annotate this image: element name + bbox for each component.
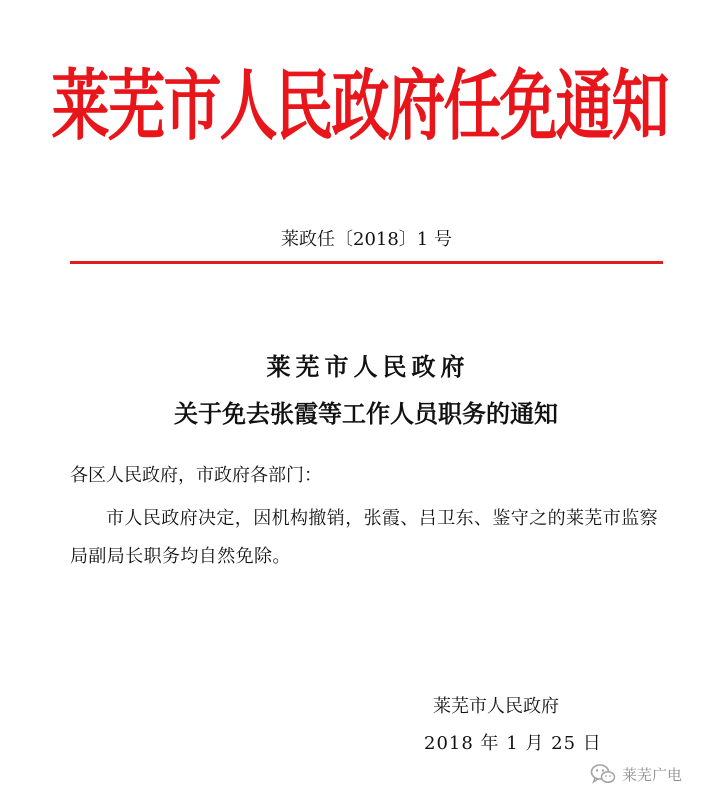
wechat-icon: [590, 763, 616, 785]
notice-title-issuer: 莱芜市人民政府: [266, 352, 470, 381]
document-number: 莱政任〔2018〕1 号: [281, 229, 452, 250]
watermark-label: 莱芜广电: [622, 765, 683, 784]
notice-body: 市人民政府决定，因机构撤销，张霞、吕卫东、鉴守之的莱芜市监察局副局长职务均自然免除。: [70, 508, 658, 567]
masthead-title: 莱芜市人民政府任免通知: [51, 61, 668, 151]
signature-organization: 莱芜市人民政府: [433, 696, 559, 717]
watermark: [590, 763, 682, 785]
salutation: 各区人民政府，市政府各部门：: [70, 465, 322, 486]
signature-date: 2018 年 1 月 25 日: [424, 733, 602, 754]
notice-title-subject: 关于免去张霞等工作人员职务的通知: [174, 399, 558, 428]
red-divider: [70, 261, 663, 264]
